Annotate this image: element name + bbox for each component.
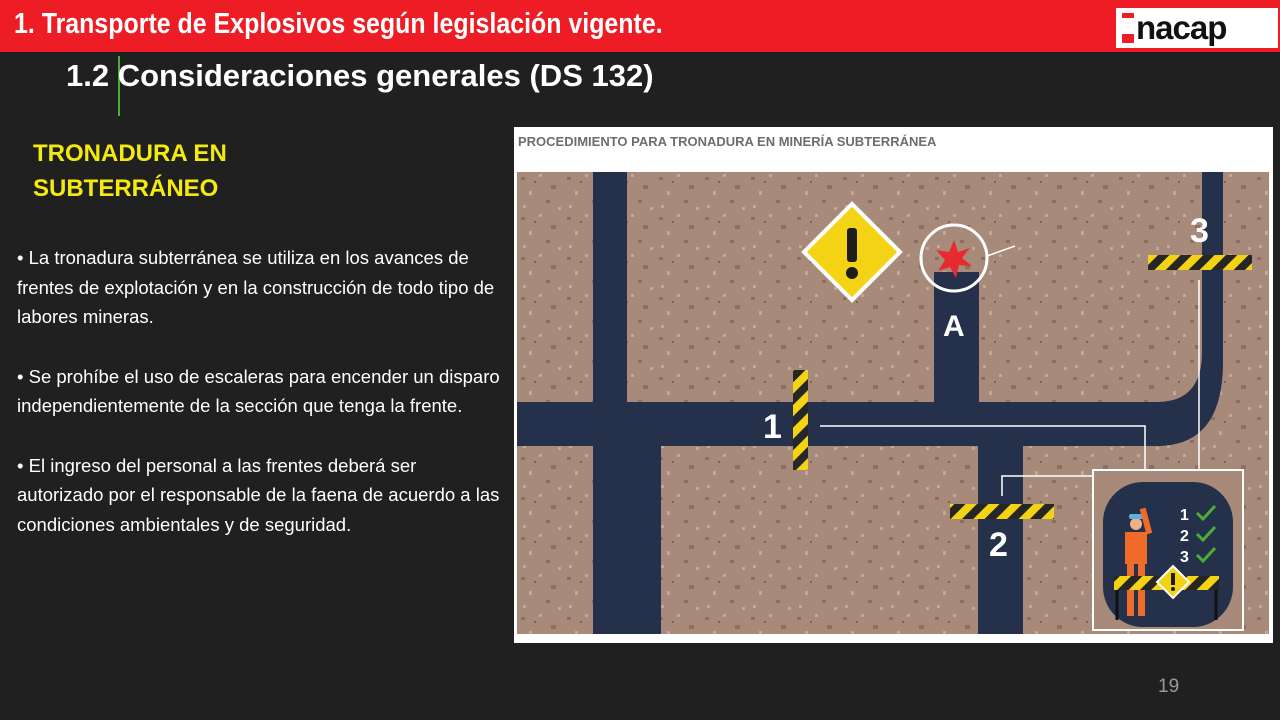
slide-subtitle: 1.2 Consideraciones generales (DS 132) [66,58,654,93]
check-label-2: 2 [1180,528,1189,545]
logo-mark-corner [1122,13,1134,18]
bullet-item-1: • La tronadura subterránea se utiliza en los avances de frentes de explotación y en la construcción de todo tipo de labores mineras. [17,247,495,327]
figure-title: PROCEDIMIENTO PARA TRONADURA EN MINERÍA SUBTERRÁNEA [518,134,937,149]
label-2: 2 [989,526,1008,564]
label-3: 3 [1190,212,1209,250]
logo-mark-bar [1122,34,1134,43]
bullet-list [17,243,503,569]
bullet-item-3: • El ingreso del personal a las frentes deberá ser autorizado por el responsable de la faena de acuerdo a las condiciones ambientales y de seguridad. [17,454,500,535]
label-1: 1 [763,408,782,446]
header-title: 1. Transporte de Explosivos según legislación vigente. [14,8,663,40]
inacap-logo [1116,8,1278,48]
section-heading-line2: SUBTERRÁNEO [33,175,219,202]
check-label-3: 3 [1180,549,1189,566]
logo-text: nacap [1136,9,1227,46]
section-heading-line1: TRONADURA EN [33,140,227,167]
section-heading [33,136,333,206]
barrier-2 [950,504,1054,519]
header-bar [0,0,1280,52]
barrier-3 [1148,255,1252,270]
page-number: 19 [1158,676,1180,697]
bullet-item-2: • Se prohíbe el uso de escaleras para encender un disparo independientemente de la sección que tenga la frente. [17,365,500,416]
inset-authorization-panel [1093,470,1243,630]
barrier-1 [793,370,808,470]
mine-tunnel-diagram [517,172,1269,634]
label-a: A [943,310,965,343]
check-label-1: 1 [1180,507,1189,524]
